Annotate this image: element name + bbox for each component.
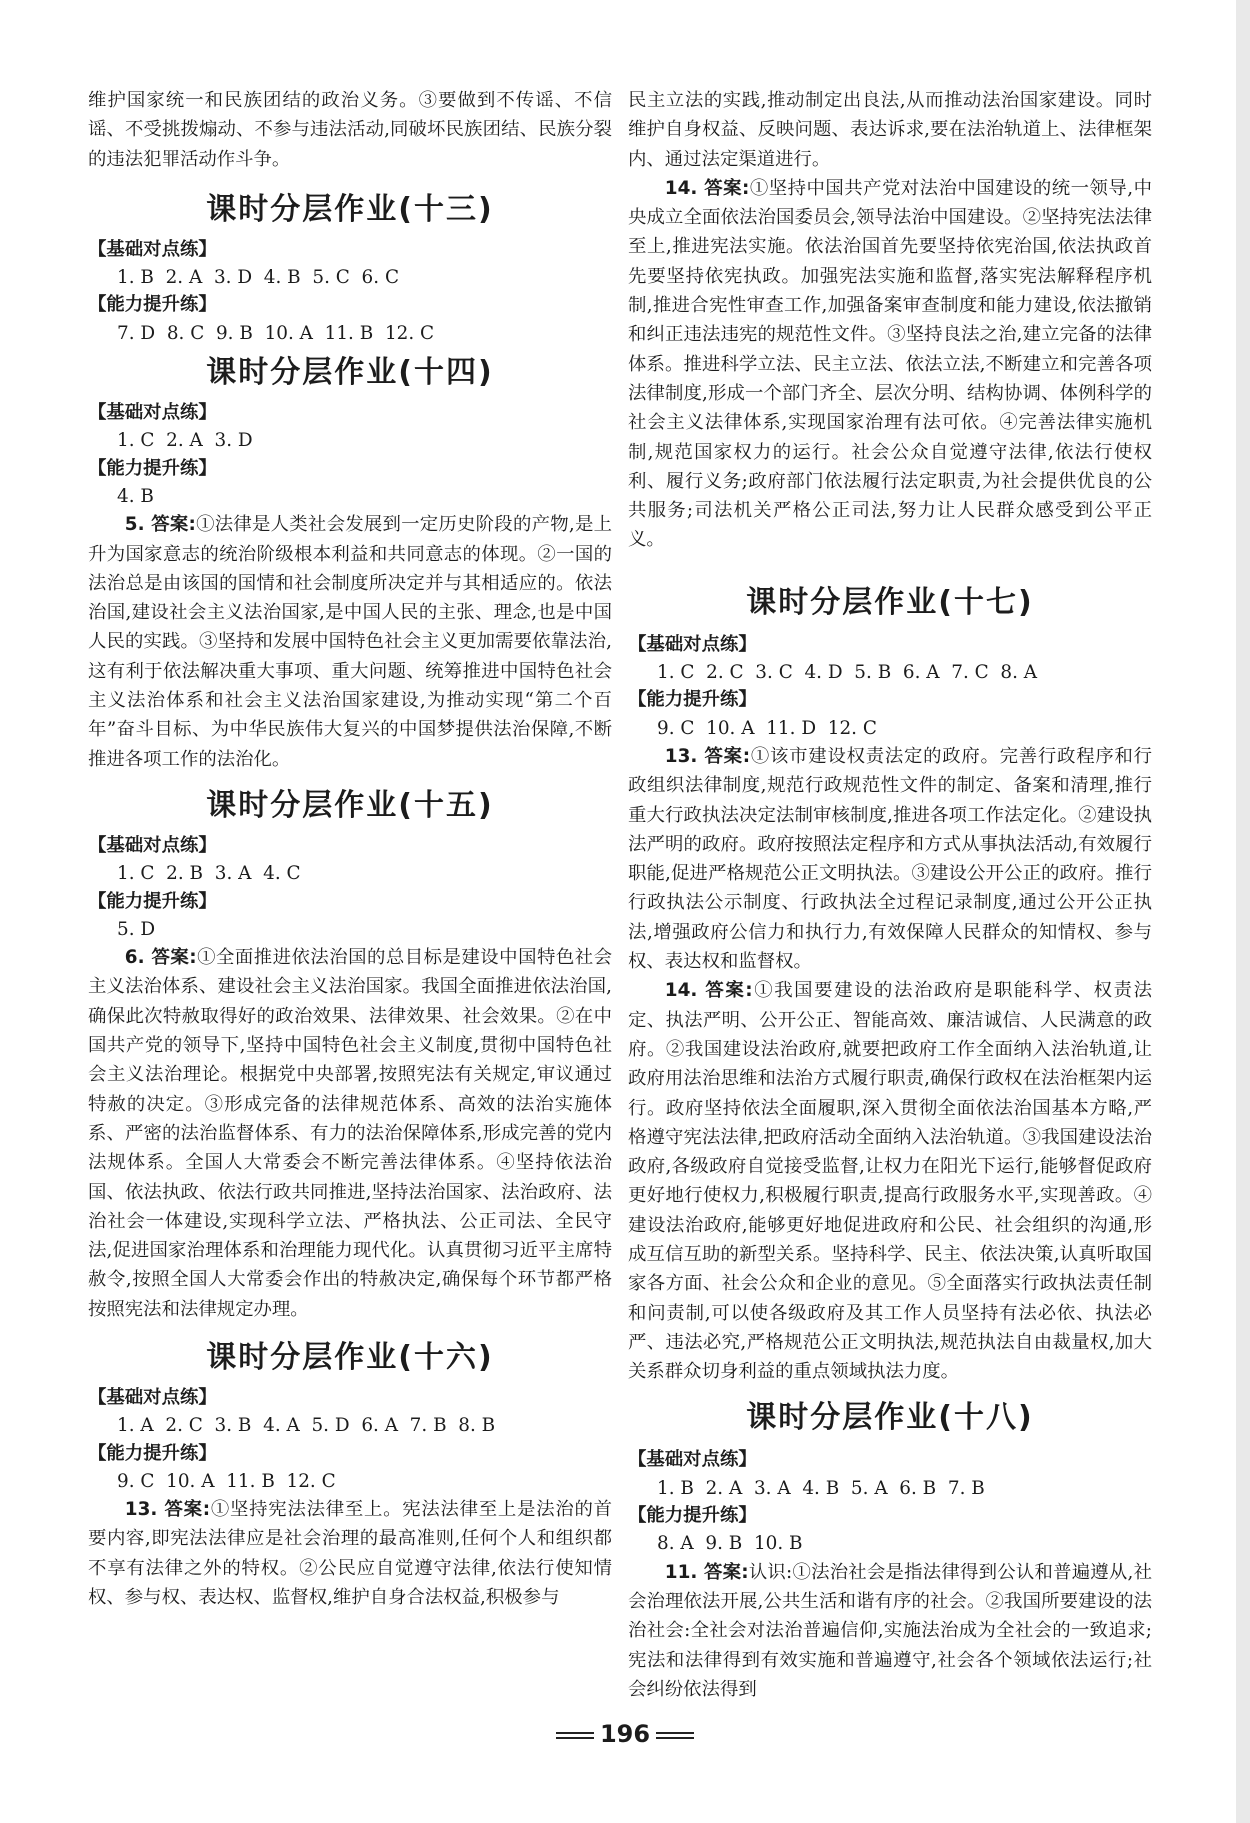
section-14-basic-label: 【基础对点练】 bbox=[88, 402, 217, 424]
section-16-basic-answers: 1. A 2. C 3. B 4. A 5. D 6. A 7. B 8. B bbox=[117, 1415, 496, 1437]
section-16-ability-label: 【能力提升练】 bbox=[88, 1442, 217, 1464]
q13-label: 13. 答案: bbox=[664, 745, 751, 767]
q11-label: 11. 答案: bbox=[664, 1561, 749, 1583]
section-15-q6-answer bbox=[88, 943, 612, 1324]
section-14-q5-answer bbox=[88, 510, 612, 774]
section-17-ability-label: 【能力提升练】 bbox=[628, 689, 757, 711]
section-15-ability-answers: 5. D bbox=[117, 918, 156, 940]
page-number-left-rule bbox=[556, 1732, 594, 1739]
section-17-ability-answers: 9. C 10. A 11. D 12. C bbox=[657, 717, 877, 739]
section-14-basic-answers: 1. C 2. A 3. D bbox=[117, 430, 253, 452]
section-13-ability-label: 【能力提升练】 bbox=[88, 294, 217, 316]
section-18-basic-answers: 1. B 2. A 3. A 4. B 5. A 6. B 7. B bbox=[657, 1477, 985, 1499]
section-17-basic-label: 【基础对点练】 bbox=[628, 633, 757, 655]
page-number bbox=[0, 1720, 1250, 1748]
section-17-q14-answer bbox=[628, 976, 1152, 1386]
right-column bbox=[628, 86, 1152, 1704]
section-16-q14-answer bbox=[628, 174, 1152, 555]
section-17-q13-answer bbox=[628, 742, 1152, 976]
right-intro-paragraph: 民主立法的实践,推动制定出良法,从而推动法治国家建设。同时维护自身权益、反映问题、表达诉求,要在法治轨道上、法律框架内、通过法定渠道进行。 bbox=[628, 90, 1152, 170]
section-14-ability-answers: 4. B bbox=[117, 485, 154, 507]
section-16-title: 课时分层作业(十六) bbox=[206, 1339, 494, 1375]
section-13-basic-label: 【基础对点练】 bbox=[88, 238, 217, 260]
q14-text: ①坚持中国共产党对法治中国建设的统一领导,中央成立全面依法治国委员会,领导法治中国建设。②坚持宪法法律至上,推进宪法实施。依法治国首先要坚持依宪治国,依法执政首先要坚持依宪执政。加强宪法实施和监督,落实宪法解释程序机制,推进合宪性审查工作,加强备案审查制度和能力建设,依法撤销和纠正违法违宪的规范性文件。③坚持良法之治,建立完备的法律体系。推进科学立法、民主立法、依法立法,不断建立和完善各项法律制度,形成一个部门齐全、层次分明、结构协调、体例科学的社会主义法律体系,实现国家治理有法可依。④完善法律实施机制,规范国家权力的运行。社会公众自觉遵守法律,依法行使权利、履行义务;政府部门依法履行法定职责,为社会提供优良的公共服务;司法机关严格公正司法,努力让人民群众感受到公平正义。 bbox=[628, 177, 1152, 551]
section-13-basic-answers: 1. B 2. A 3. D 4. B 5. C 6. C bbox=[117, 267, 400, 289]
left-column bbox=[88, 86, 612, 1612]
page-number-text: 196 bbox=[599, 1720, 651, 1748]
section-17-title: 课时分层作业(十七) bbox=[746, 584, 1034, 620]
section-18-q11-answer bbox=[628, 1558, 1152, 1704]
scan-edge bbox=[1236, 0, 1250, 1823]
section-15-basic-label: 【基础对点练】 bbox=[88, 834, 217, 856]
section-15-basic-answers: 1. C 2. B 3. A 4. C bbox=[117, 863, 301, 885]
q11-text: 认识:①法治社会是指法律得到公认和普遍遵从,社会治理依法开展,公共生活和谐有序的社会。②我国所要建设的法治社会:全社会对法治普遍信仰,实施法治成为全社会的一致追求;宪法和法律得到有效实施和普遍遵守,社会各个领域依法运行;社会纠纷依法得到 bbox=[628, 1561, 1152, 1700]
section-17-basic-answers: 1. C 2. C 3. C 4. D 5. B 6. A 7. C 8. A bbox=[657, 662, 1038, 684]
q14-label: 14. 答案: bbox=[664, 177, 750, 199]
q13-text: ①该市建设权责法定的政府。完善行政程序和行政组织法律制度,规范行政规范性文件的制定、备案和清理,推行重大行政执法决定法制审核制度,推进各项工作法定化。②建设执法严明的政府。政府按照法定程序和方式从事执法活动,有效履行职能,促进严格规范公正文明执法。③建设公开公正的政府。推行行政执法公示制度、行政执法全过程记录制度,通过公开公正执法,增强政府公信力和执行力,有效保障人民群众的知情权、参与权、表达权和监督权。 bbox=[628, 745, 1152, 973]
q5-label: 5. 答案: bbox=[124, 514, 196, 536]
page-number-right-rule bbox=[656, 1732, 694, 1739]
section-14-title: 课时分层作业(十四) bbox=[206, 355, 494, 391]
q13-label: 13. 答案: bbox=[124, 1499, 211, 1521]
left-intro-paragraph: 维护国家统一和民族团结的政治义务。③要做到不传谣、不信谣、不受挑拨煽动、不参与违法活动,同破坏民族团结、民族分裂的违法犯罪活动作斗争。 bbox=[88, 90, 612, 170]
section-16-q13-answer bbox=[88, 1495, 612, 1612]
section-14-ability-label: 【能力提升练】 bbox=[88, 457, 217, 479]
section-13-ability-answers: 7. D 8. C 9. B 10. A 11. B 12. C bbox=[117, 322, 435, 344]
section-18-title: 课时分层作业(十八) bbox=[746, 1400, 1034, 1436]
section-18-ability-answers: 8. A 9. B 10. B bbox=[657, 1533, 803, 1555]
q14-label: 14. 答案: bbox=[664, 980, 753, 1002]
section-16-basic-label: 【基础对点练】 bbox=[88, 1386, 217, 1408]
section-18-ability-label: 【能力提升练】 bbox=[628, 1505, 757, 1527]
q14-text: ①我国要建设的法治政府是职能科学、权责法定、执法严明、公开公正、智能高效、廉洁诚信、人民满意的政府。②我国建设法治政府,就要把政府工作全面纳入法治轨道,让政府用法治思维和法治方式履行职责,确保行政权在法治框架内运行。政府坚持依法全面履职,深入贯彻全面依法治国基本方略,严格遵守宪法法律,把政府活动全面纳入法治轨道。③我国建设法治政府,各级政府自觉接受监督,让权力在阳光下运行,能够督促政府更好地行使权力,积极履行职责,提高行政服务水平,实现善政。④建设法治政府,能够更好地促进政府和公民、社会组织的沟通,形成互信互助的新型关系。坚持科学、民主、依法决策,认真听取国家各方面、社会公众和企业的意见。⑤全面落实行政执法责任制和问责制,可以使各级政府及其工作人员坚持有法必依、执法必严、违法必究,严格规范公正文明执法,规范执法自由裁量权,加大关系群众切身利益的重点领域执法力度。 bbox=[628, 980, 1152, 1383]
section-15-title: 课时分层作业(十五) bbox=[206, 787, 494, 823]
section-15-ability-label: 【能力提升练】 bbox=[88, 890, 217, 912]
q6-text: ①全面推进依法治国的总目标是建设中国特色社会主义法治体系、建设社会主义法治国家。我国全面推进依法治国,确保此次特赦取得好的政治效果、法律效果、社会效果。②在中国共产党的领导下,坚持中国特色社会主义制度,贯彻中国特色社会主义法治理论。根据党中央部署,按照宪法有关规定,审议通过特赦的决定。③形成完备的法律规范体系、高效的法治实施体系、严密的法治监督体系、有力的法治保障体系,形成完善的党内法规体系。全国人大常委会不断完善法律体系。④坚持依法治国、依法执政、依法行政共同推进,坚持法治国家、法治政府、法治社会一体建设,实现科学立法、严格执法、公正司法、全民守法,促进国家治理体系和治理能力现代化。认真贯彻习近平主席特赦令,按照全国人大常委会作出的特赦决定,确保每个环节都严格按照宪法和法律规定办理。 bbox=[88, 947, 612, 1320]
section-18-basic-label: 【基础对点练】 bbox=[628, 1449, 757, 1471]
q5-text: ①法律是人类社会发展到一定历史阶段的产物,是上升为国家意志的统治阶级根本利益和共同意志的体现。②一国的法治总是由该国的国情和社会制度所决定并与其相适应的。依法治国,建设社会主义法治国家,是中国人民的主张、理念,也是中国人民的实践。③坚持和发展中国特色社会主义更加需要依靠法治,这有利于依法解决重大事项、重大问题、统筹推进中国特色社会主义法治体系和社会主义法治国家建设,为推动实现“第二个百年”奋斗目标、为中华民族伟大复兴的中国梦提供法治保障,不断推进各项工作的法治化。 bbox=[88, 514, 612, 770]
section-16-ability-answers: 9. C 10. A 11. B 12. C bbox=[117, 1470, 336, 1492]
q13-text: ①坚持宪法法律至上。宪法法律至上是法治的首要内容,即宪法法律应是社会治理的最高准则,任何个人和组织都不享有法律之外的特权。②公民应自觉遵守法律,依法行使知情权、参与权、表达权、监督权,维护自身合法权益,积极参与 bbox=[88, 1499, 612, 1609]
section-13-title: 课时分层作业(十三) bbox=[206, 191, 494, 227]
q6-label: 6. 答案: bbox=[124, 947, 197, 969]
